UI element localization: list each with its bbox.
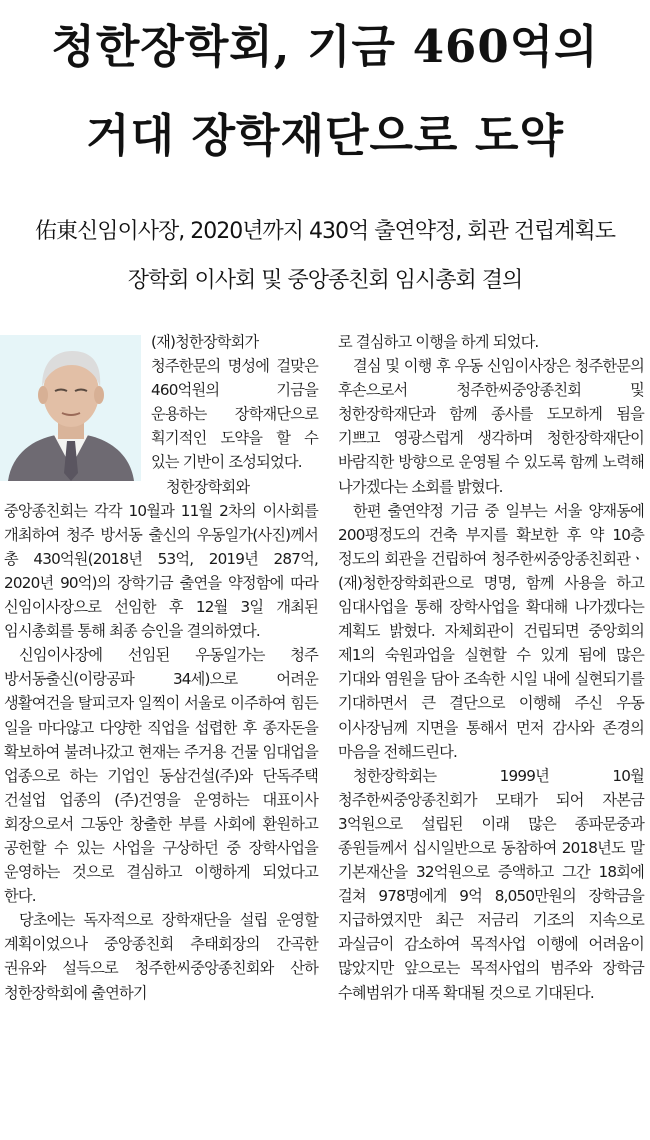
paragraph: 신임이사장에 선임된 우동일가는 청주 방서동출신(이랑공파 34세)으로 어려운 생활여건을 탈피코자 일찍이 서울로 이주하여 힘든 일을 마다않고 다양한 직업을 섭렵한 후 종자돈을 확보하여 불려나갔고 현재는 주거용 건물 임대업을 업종으로 하는 기업인 동삼건설(주)와 단독주택 건설업 업종의 (주)건영을 운영하는 대표이사 회장으로서 그동안 창출한 부를 사회에 환원하고 공헌할 수 있는 사업을 구상하던 중 장학사업을 운영하는 것으로 결심하고 이행하게 되었다고 한다. [4, 646, 318, 906]
paragraph: 청한장학회는 1999년 10월 청주한씨중앙종친회가 모태가 되어 자본금 3억원으로 설립된 이래 많은 종파문중과 종원들께서 십시일반으로 동참하여 2018년도 말 기본재산을 32억원으로 증액하고 그간 18회에 걸쳐 978명에게 9억 8,050만원의 장학금을 지급하였지만 최근 저금리 기조의 지속으로 과실금이 감소하여 목적사업 이행에 어려움이 많았지만 앞으로는 목적사업의 범주와 장학금 수혜범위가 대폭 확대될 것으로 기대된다. [338, 766, 644, 1002]
headline-line-1: 청한장학회, 기금 460억의 [51, 20, 599, 73]
paragraph: 청한장학회와 중앙종친회는 각각 10월과 11월 2차의 이사회를 개최하여 청주 방서동 출신의 우동일가(사진)께서 총 430억원(2018년 53억, 2019년 287억, 2020년 90억)의 장학기금 출연을 약정함에 따라 신임이사장으로 선임한 후 12월 3일 개최된 임시총회를 통해 최종 승인을 결의하였다. [4, 477, 318, 641]
paragraph: 당초에는 독자적으로 장학재단을 설립 운영할 계획이었으나 중앙종친회 추태회장의 간곡한 권유와 설득으로 청주한씨중앙종친회와 산하 청한장학회에 출연하기 [4, 911, 318, 1002]
headline-line-2: 거대 장학재단으로 도약 [85, 109, 565, 162]
paragraph: 한편 출연약정 기금 중 일부는 서울 양재동에 200평정도의 건축 부지를 확보한 후 약 10층 정도의 회관을 건립하여 청주한씨중앙종친회관ㆍ(재)청한장학회관으로 명명, 함께 사용을 하고 임대사업을 통해 장학사업을 확대해 나가겠다는 계획도 밝혔다. 자체회관이 건립되면 중앙회의 제1의 숙원과업을 실현할 수 있게 됨에 많은 기대와 염원을 담아 조속한 시일 내에 실현되기를 기대하면서 큰 결단으로 이행해 주신 우동 이사장님께 지면을 통해서 먼저 감사와 존경의 마음을 전해드린다. [338, 501, 644, 761]
portrait-photo [0, 335, 141, 481]
paragraph: (재)청한장학회가 청주한문의 명성에 걸맞은 460억원의 기금을 운용하는 장학재단으로 획기적인 도약을 할 수 있는 기반이 조성되었다. [151, 333, 318, 472]
right-column [338, 330, 644, 1005]
paragraph: 결심 및 이행 후 우동 신임이사장은 청주한문의 후손으로서 청주한씨중앙종친회 및 청한장학재단과 함께 종사를 도모하게 됨을 기쁘고 영광스럽게 생각하며 청한장학재단이 바람직한 방향으로 운영될 수 있도록 함께 노력해 나가겠다는 소회를 밝혔다. [338, 357, 644, 496]
subhead-line-1: 佑東신임이사장, 2020년까지 430억 출연약정, 회관 건립계획도 [35, 219, 615, 244]
left-column [4, 330, 318, 1005]
subhead-line-2: 장학회 이사회 및 중앙종친회 임시총회 결의 [127, 268, 523, 293]
paragraph: 로 결심하고 이행을 하게 되었다. [338, 333, 539, 351]
